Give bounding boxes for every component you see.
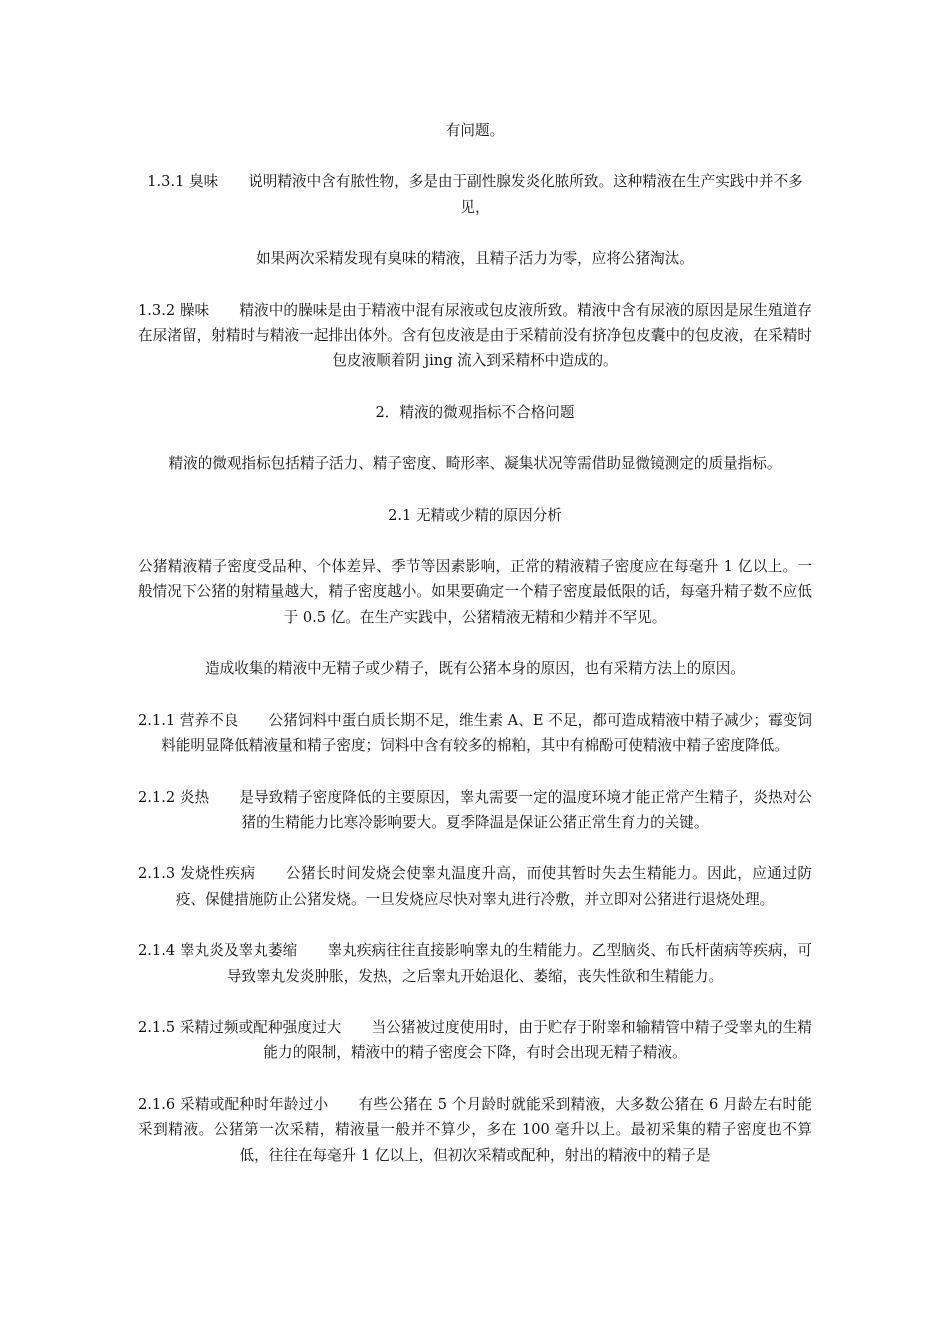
section-heading: 2.1.1 营养不良: [138, 711, 239, 729]
section-heading: 2.1.3 发烧性疾病: [138, 865, 256, 883]
paragraph-2-1-6: [138, 1092, 812, 1168]
section-heading: 2.1.4 睾丸炎及睾丸萎缩: [138, 942, 298, 960]
document-page: [138, 118, 812, 1194]
paragraph: [138, 118, 812, 143]
paragraph-2-1-3: [138, 861, 812, 912]
paragraph-text: 是导致精子密度降低的主要原因，睾丸需要一定的温度环境才能正常产生精子，炎热对公猪的生精能力比寒冷影响要大。夏季降温是保证公猪正常生育力的关键。: [239, 788, 812, 831]
section-title-2: [138, 400, 812, 425]
paragraph-text: 精液中的臊味是由于精液中混有尿液或包皮液所致。精液中含有尿液的原因是尿生殖道存在尿渚留，射精时与精液一起排出体外。含有包皮液是由于采精前没有挤净包皮囊中的包皮液，在采精时包皮液顺着阴 jing 流入到采精杯中造成的。: [138, 301, 812, 370]
paragraph-text: 如果两次采精发现有臭味的精液，且精子活力为零，应将公猪淘汰。: [256, 250, 694, 268]
paragraph-text: 当公猪被过度使用时，由于贮存于附睾和输精管中精子受睾丸的生精能力的限制，精液中的精子密度会下降，有时会出现无精子精液。: [263, 1018, 812, 1062]
paragraph-text: 有些公猪在 5 个月龄时就能采到精液，大多数公猪在 6 月龄左右时能采到精液。公猪第一次采精，精液量一般并不算少，多在 100 毫升以上。最初采集的精子密度也不算低，往往在每毫升 1 亿以上，但初次采精或配种，射出的精液中的精子是: [138, 1095, 812, 1164]
paragraph-text: 睾丸疾病往往直接影响睾丸的生精能力。乙型脑炎、布氏杆菌病等疾病，可导致睾丸发炎肿胀，发热，之后睾丸开始退化、萎缩，丧失性欲和生精能力。: [226, 942, 812, 985]
paragraph-2-1-2: [138, 785, 812, 836]
paragraph-text: 说明精液中含有脓性物，多是由于副性腺发炎化脓所致。这种精液在生产实践中并不多见，: [248, 173, 803, 216]
paragraph-2-1-1: [138, 708, 812, 759]
section-title-2-1: [138, 503, 812, 528]
section-title-text: 2．精液的微观指标不合格问题: [375, 403, 575, 421]
paragraph-2-1-4: [138, 938, 812, 989]
section-heading: 1.3.2 臊味: [138, 301, 210, 319]
paragraph-text: 公猪饲料中蛋白质长期不足，维生素 A、E 不足，都可造成精液中精子减少；霉变饲料能明显降低精液量和精子密度；饲料中含有较多的棉粕，其中有棉酚可使精液中精子密度降低。: [161, 711, 812, 755]
paragraph: [138, 451, 812, 476]
paragraph: [138, 656, 812, 681]
section-title-text: 2.1 无精或少精的原因分析: [388, 506, 562, 524]
paragraph: [138, 246, 812, 271]
paragraph-text: 公猪长时间发烧会使睾丸温度升高，而使其暂时失去生精能力。因此，应通过防疫、保健措施防止公猪发烧。一旦发烧应尽快对睾丸进行冷敷，并立即对公猪进行退烧处理。: [175, 865, 812, 908]
section-heading: 2.1.6 采精或配种时年龄过小: [138, 1095, 329, 1113]
paragraph-1-3-1: [138, 169, 812, 220]
paragraph-1-3-2: [138, 298, 812, 374]
paragraph-text: 造成收集的精液中无精子或少精子，既有公猪本身的原因，也有采精方法上的原因。: [205, 660, 745, 678]
paragraph-text: 有问题。: [445, 122, 505, 139]
paragraph-text: 公猪精液精子密度受品种、个体差异、季节等因素影响，正常的精液精子密度应在每毫升 1 亿以上。一般情况下公猪的射精量越大，精子密度越小。如果要确定一个精子密度最低限的话，每毫升精子数不应低于 0.5 亿。在生产实践中，公猪精液无精和少精并不罕见。: [138, 558, 812, 626]
paragraph-2-1-5: [138, 1015, 812, 1066]
paragraph-text: 精液的微观指标包括精子活力、精子密度、畸形率、凝集状况等需借助显微镜测定的质量指标。: [168, 455, 782, 473]
section-heading: 2.1.2 炎热: [138, 788, 210, 806]
paragraph: [138, 554, 812, 630]
section-heading: 1.3.1 臭味: [147, 173, 219, 191]
section-heading: 2.1.5 采精过频或配种强度过大: [138, 1018, 342, 1036]
